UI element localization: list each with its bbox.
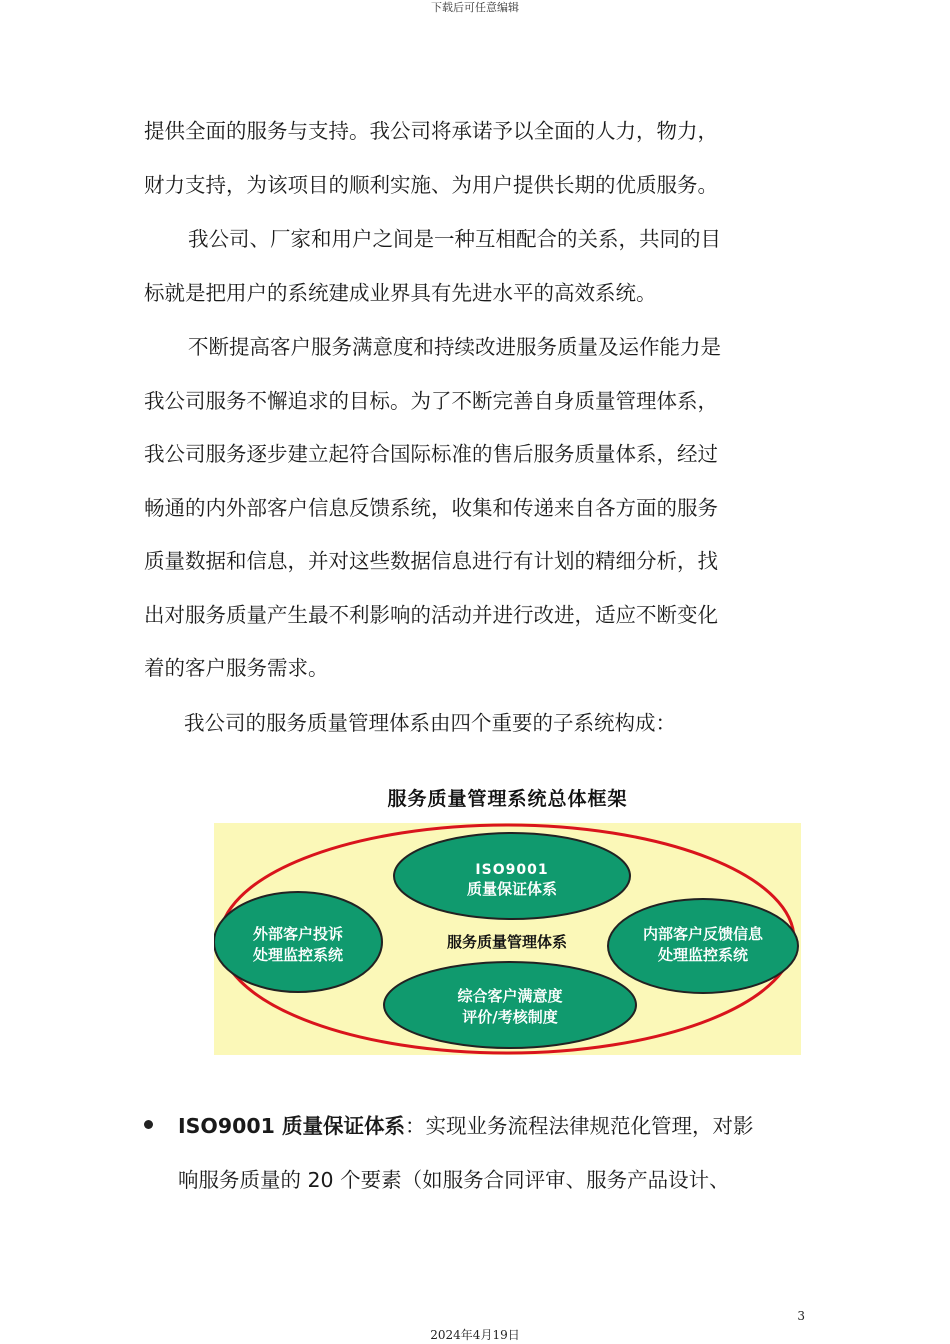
paragraph-line: 出对服务质量产生最不利影响的活动并进行改进，适应不断变化 <box>144 602 718 627</box>
paragraph-line: 畅通的内外部客户信息反馈系统，收集和传递来自各方面的服务 <box>144 495 718 520</box>
paragraph-line: 我公司、厂家和用户之间是一种互相配合的关系，共同的目 <box>188 227 721 251</box>
paragraph-line: 质量数据和信息，并对这些数据信息进行有计划的精细分析，找 <box>144 549 718 573</box>
paragraph-2 <box>144 213 806 320</box>
bullet-bold-term: ISO9001 质量保证体系 <box>178 1114 406 1138</box>
bubble-top-line1: ISO9001 <box>475 862 549 878</box>
paragraph-3 <box>144 321 806 696</box>
paragraph-4 <box>144 697 806 751</box>
bullet-text <box>178 1100 808 1207</box>
bubble-top-line2: 质量保证体系 <box>466 880 558 898</box>
paragraph-line: 不断提高客户服务满意度和持续改进服务质量及运作能力是 <box>188 335 721 359</box>
paragraph-line: 标就是把用户的系统建成业界具有先进水平的高效系统。 <box>144 280 657 305</box>
paragraph-line: 提供全面的服务与支持。我公司将承诺予以全面的人力，物力， <box>144 119 718 143</box>
paragraph-line: 我公司服务不懈追求的目标。为了不断完善自身质量管理体系， <box>144 388 718 413</box>
bubble-right-line1: 内部客户反馈信息 <box>642 925 764 943</box>
page-header: 下载后可任意编辑 <box>431 1 519 14</box>
bullet-dot-icon <box>144 1120 153 1129</box>
bubble-bottom-line1: 综合客户满意度 <box>457 987 563 1005</box>
bubble-bottom-line2: 评价/考核制度 <box>462 1008 558 1026</box>
bubble-right-line2: 处理监控系统 <box>657 946 749 964</box>
paragraph-line: 我公司的服务质量管理体系由四个重要的子系统构成： <box>184 711 676 735</box>
bubble-left-line1: 外部客户投诉 <box>252 925 344 943</box>
quality-framework-diagram <box>214 823 801 1055</box>
bullet-line-1 <box>178 1100 808 1154</box>
paragraph-line: 着的客户服务需求。 <box>144 656 329 680</box>
bubble-bottom <box>384 962 636 1048</box>
paragraph-line: 财力支持，为该项目的顺利实施、为用户提供长期的优质服务。 <box>144 172 718 197</box>
paragraph-1 <box>144 105 806 212</box>
bullet-line-1-rest: ：实现业务流程法律规范化管理，对影 <box>405 1114 754 1138</box>
page-number: 3 <box>797 1309 805 1323</box>
footer-date: 2024年4月19日 <box>430 1328 520 1342</box>
figure-title: 服务质量管理系统总体框架 <box>387 788 628 810</box>
paragraph-line: 我公司服务逐步建立起符合国际标准的售后服务质量体系，经过 <box>144 442 718 466</box>
center-label: 服务质量管理体系 <box>446 933 568 951</box>
bubble-left-line2: 处理监控系统 <box>252 946 344 964</box>
bullet-line-2: 响服务质量的 20 个要素（如服务合同评审、服务产品设计、 <box>178 1167 730 1192</box>
